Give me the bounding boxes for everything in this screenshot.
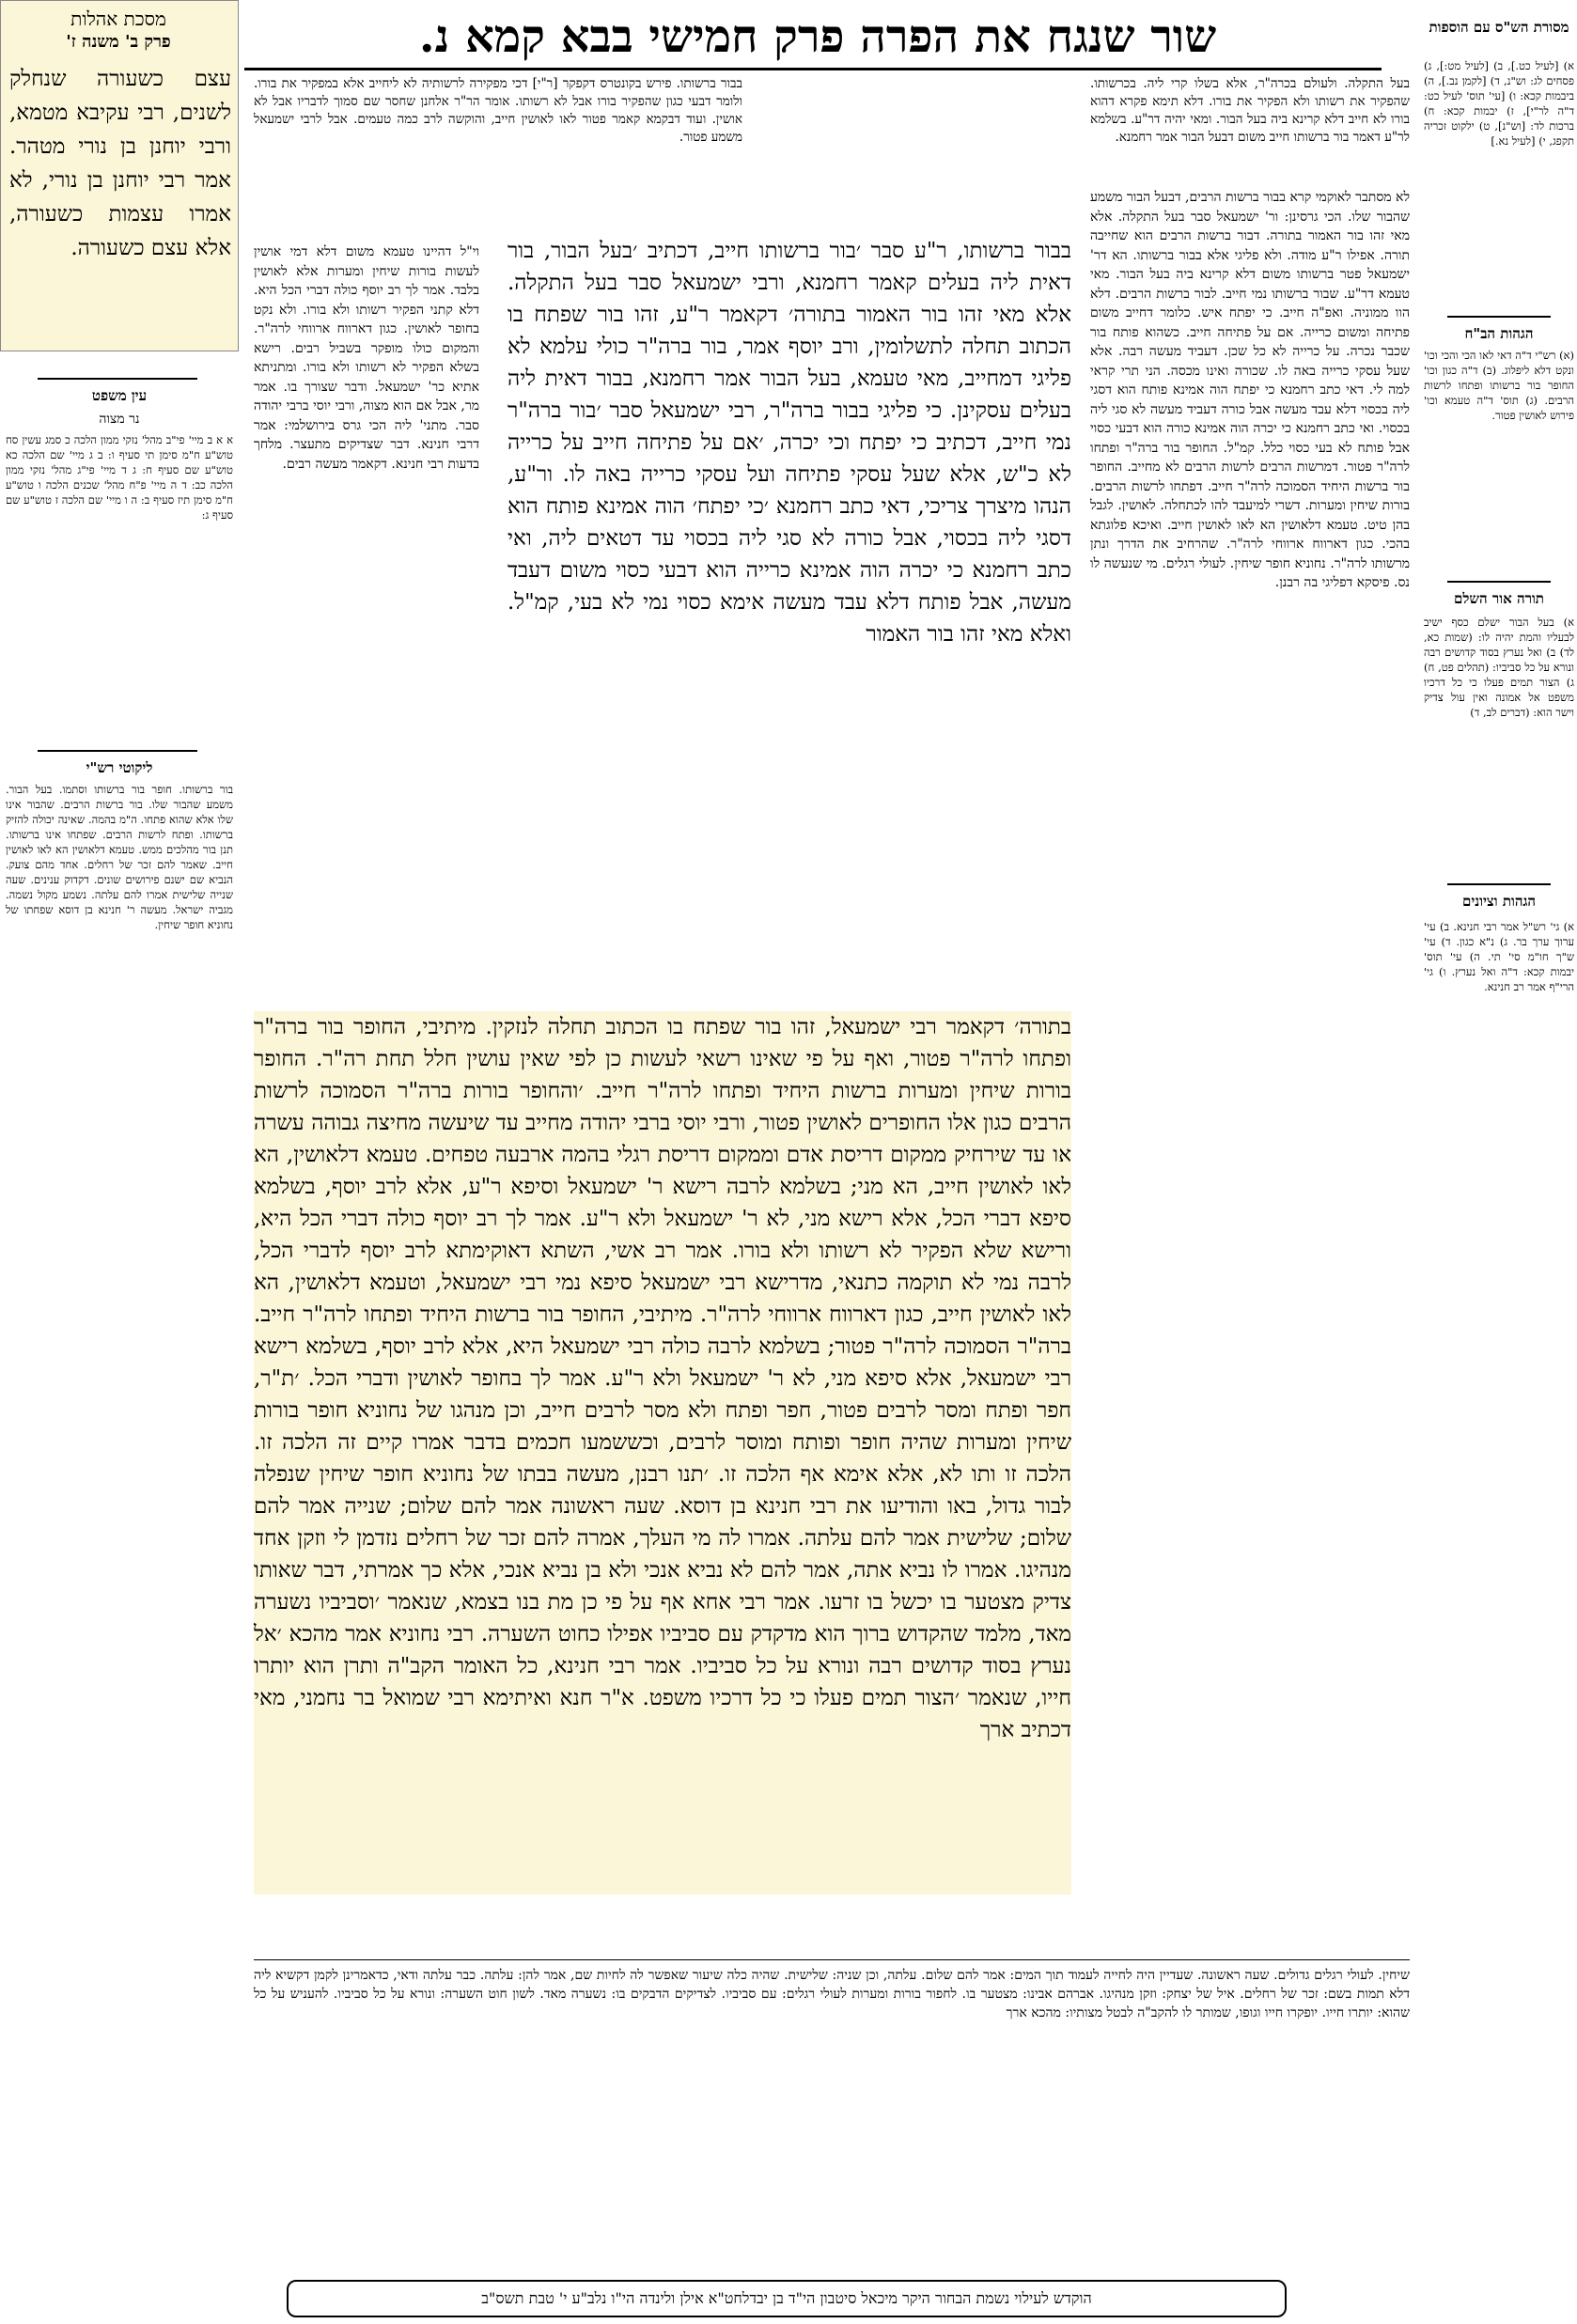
page-header-title: שור שנגח את הפרה פרק חמישי בבא קמא נ. xyxy=(418,10,1217,63)
sidebar-divider xyxy=(1447,581,1551,583)
masechet-title: מסכת אהלות xyxy=(70,8,166,30)
dedication-banner: הוקדש לעילוי נשמת הבחור היקר מיכאל סיטבון הי"ד בן יבדלחט"א אילן ולינדה הי"ו נלב"ע י' טבת תשס"ב xyxy=(287,2280,1287,2317)
torah-or-title: תורה אור השלם xyxy=(1454,590,1544,607)
hagahot-tziyunim-text: א) גי' רש"ל אמר רבי חנינא. ב) עי' ערוך ערך בר. ג) נ"א כגון. ד) עי' ש"ך חו"מ סי' תי. ה) עי' תוס' יבמות קכא: ד"ה ואל נערץ. ו) גי' הרי"ף אמר רב חנינא. xyxy=(1424,920,1574,993)
hagahot-habach-title: הגהות הב"ח xyxy=(1464,325,1534,342)
hagahot-habach-text: (א) רש"י ד"ה דאי לאו הכי והכי וכו' ונקט דלא ליפלוג. (ב) ד"ה כגון וכו' החופר בור ברשותו ופתחו לרשות הרבים. (ג) תוס' ד"ה טעמא וכו' פירוש לאושין פטור. xyxy=(1424,349,1574,422)
masechet-subtitle: פרק ב' משנה ז' xyxy=(66,32,171,52)
mishnah-text: עצם כשעורה שנחלק לשנים, רבי עקיבא מטמא, ורבי יוחנן בן נורי מטהר. אמר רבי יוחנן בן נורי, לא אמרו עצמות כשעורה, אלא עצם כשעורה. xyxy=(9,67,231,260)
likutei-rashi-title: ליקוטי רש"י xyxy=(86,759,153,776)
mesorat-hashas-text: א) [לעיל כט.], ב) [לעיל מט:], ג) פסחים לג: וש"נ, ד) [לקמן נב.], ה) ביבמות קכא: ו) [עי' תוס' לעיל כט: ד"ה לר"י], ז) יבמות קכא: ח) ברכות לד: [וש"נ], ט) ילקוט זכריה תקפג, י) [לעיל נא.] xyxy=(1424,59,1574,148)
hagahot-tziyunim-title: הגהות וציונים xyxy=(1461,893,1537,910)
sidebar-divider xyxy=(1447,316,1551,318)
torah-or-text: א) בעל הבור ישלם כסף ישיב לבעליו והמת יהיה לו: (שמות כא, לד) ב) ואל נערץ בסוד קדושים רבה ונורא על כל סביביו: (תהלים פט, ח) ג) הצור תמים פעלו כי כל דרכיו משפט אל אמונה ואין עול צדיק וישר הוא: (דברים לב, ד) xyxy=(1424,616,1574,719)
rashi-column-text: לא מסתבר לאוקמי קרא בבור ברשות הרבים, דבעל הבור משמע שהבור שלו. הכי גרסינן: ור' ישמעאל סבר בעל התקלה. אלא מאי זהו בור האמור בתורה. דבור ברשות הרבים הוא שחייבה תורה. אפילו ר"ע מודה. ולא פליגי אלא בבור ברשותו. הא דר' ישמעאל פטר ברשותו משום דלא קרינא ביה בעל הבור. מאי טעמא דר"ע. שבור ברשותו נמי חייב. לבור ברשות הרבים. דלא הוו ממוניה. ואפ"ה חייב. כי יפתח איש. כלומר דחייב משום פתיחה ומשום כרייה. אם על פתיחה חייב. כשהוא פותח בור שכבר נכרה. על כרייה לא כל שכן. דעביד מעשה רבה. אלא שעל עסקי כרייה באה לו. שכורה ואינו מכסה. הני תרי קראי למה לי. דאי כתב רחמנא כי יפתח הוה אמינא פותח הוא דסגי ליה בכסוי דלא עבד מעשה אבל כורה דעביד מעשה לא סגי ליה בכסוי. ואי כתב רחמנא כי יכרה הוה אמינא כורה הוא דבעי כסוי אבל פותח לא בעי כסוי כלל. קמ"ל. החופר בור ברה"ר ופתחו לרה"ר פטור. דמרשות הרבים לרשות הרבים לא מחייב. החופר בור ברשות היחיד הסמוכה לרה"ר חייב. דפתחו לרשות הרבים. בורות שיחין ומערות. דשרי למיעבד להו לכתחלה. לאושין. לגבל בהן טיט. טעמא דלאושין הא לאו לאושין חייב. ואיכא פלוגתא בהכי. כגון דארווח ארווחי לרה"ר. שהרחיב את הדרך ונתן מרשותו לרה"ר. נחוניא חופר שיחין. לעולי רגלים. מי שנעשה לו נס. פיסקא דפליגי בה רבנן. xyxy=(1090,190,1410,590)
ein-mishpat-text: א א ב מיי' פי"ב מהל' נזקי ממון הלכה כ סמג עשין סח טוש"ע ח"מ סימן תי סעיף ו: ב ג מיי' שם הלכה כא טוש"ע שם סעיף ח: ג ד מיי' פי"ג מהל' נזקי ממון הלכה כב: ד ה מיי' פ"ח מהל' שכנים הלכה ו טוש"ע ח"מ סימן תיז סעיף ב: ה ו מיי' שם הלכה ז טוש"ע שם סעיף ג: xyxy=(6,433,233,522)
gemara-text-upper: בבור ברשותו, ר"ע סבר ׳בור ברשותו חייב, דכתיב ׳בעל הבור, בור דאית ליה בעלים קאמר רחמנא, ורבי ישמעאל סבר בעל התקלה. אלא מאי זהו בור האמור בתורה׳ דקאמר ר"ע, זהו בור שפתח בו הכתוב תחלה לתשלומין, ורב יוסף אמר, בור ברה"ר כולי עלמא לא פליגי דמחייב, מאי טעמא, בעל הבור אמר רחמנא, בבור דאית ליה בעלים עסקינן. כי פליגי בבור ברה"ר, רבי ישמעאל סבר ׳בור ברה"ר נמי חייב, דכתיב כי יפתח וכי יכרה, ׳אם על פתיחה חייב על כרייה לא כ"ש, אלא שעל עסקי פתיחה ועל עסקי כרייה באה לו. ור"ע, הנהו מיצרך צריכי, דאי כתב רחמנא ׳כי יפתח׳ הוה אמינא פותח הוא דסגי ליה בכסוי, אבל כורה לא סגי ליה בכסוי עד דטאים ליה, ואי כתב רחמנא כי יכרה הוה אמינא כרייה הוא דבעי כסוי משום דעבד מעשה, אבל פותח דלא עבד מעשה אימא כסוי נמי לא בעי, קמ"ל. ואלא מאי זהו בור האמור xyxy=(507,239,1071,647)
ein-mishpat-title: עין משפט xyxy=(91,387,148,404)
rashi-top-text: בעל התקלה. ולעולם בכרה"ר, אלא בשלו קרי ליה. בכרשותו. שהפקיר את רשותו ולא הפקיר את בורו. דלא תימא פקרא דהוא בורו לא חייב דלא קרינא ביה בעל הבור. ומאי יהיה דר"ע. בשלמא לר"ע דאמר בור ברשותו חייב משום דבעל הבור אמר רחמנא. xyxy=(1090,76,1410,145)
bottom-divider xyxy=(254,1959,1410,1960)
gemara-text-lower: בתורה׳ דקאמר רבי ישמעאל, זהו בור שפתח בו הכתוב תחלה לנזקין. מיתיבי, החופר בור ברה"ר ופתחו לרה"ר פטור, ואף על פי שאינו רשאי לעשות כן לפי שאין עושין חלל תחת רה"ר. החופר בורות שיחין ומערות ברשות היחיד ופתחו לרה"ר חייב. ׳והחופר בורות ברה"ר הסמוכה לרשות הרבים כגון אלו החופרים לאושין פטור, ורבי יוסי ברבי יהודה מחייב עד שיעשה מחיצה גבוהה עשרה או עד שירחיק ממקום דריסת אדם וממקום דריסת רגלי בהמה ארבעה טפחים. טעמא דלאושין, הא לאו לאושין חייב, הא מני; בשלמא לרבה רישא ר' ישמעאל וסיפא ר"ע, אלא לרב יוסף, בשלמא סיפא דברי הכל, אלא רישא מני, לא ר' ישמעאל ולא ר"ע. אמר לך רב יוסף כולה דברי הכל היא, ורישא שלא הפקיר לא רשותו ולא בורו. אמר רב אשי, השתא דאוקימתא לרב יוסף לדברי הכל, לרבה נמי לא תוקמה כתנאי, מדרישא רבי ישמעאל סיפא נמי רבי ישמעאל, וטעמא דלאושין, הא לאו לאושין חייב, כגון דארווח ארווחי לרה"ר. מיתיבי, החופר בור ברשות היחיד ופתחו לרה"ר חייב. ברה"ר הסמוכה לרה"ר פטור; בשלמא לרבה כולה רבי ישמעאל היא, אלא לרב יוסף, בשלמא רישא רבי ישמעאל, אלא סיפא מני, לא ר' ישמעאל ולא ר"ע. אמר לך בחופר לאושין ודברי הכל. ׳ת"ר, חפר ופתח ומסר לרבים פטור, חפר ופתח ולא מסר לרבים חייב, וכן מנהגו של נחוניא חופר בורות שיחין ומערות שהיה חופר ופותח ומוסר לרבים, וכששמעו חכמים בדבר אמרו קיים זה הלכה זו. הלכה זו ותו לא, אלא אימא אף הלכה זו. ׳תנו רבנן, מעשה בבתו של נחוניא חופר שיחין שנפלה לבור גדול, באו והודיעו את רבי חנינא בן דוסא. שעה ראשונה אמר להם שלום; שנייה אמר להם שלום; שלישית אמר להם עלתה. אמרו לה מי העלך, אמרה להם זכר של רחלים נזדמן לי וזקן אחד מנהיגו. אמרו לו נביא אתה, אמר להם לא נביא אנכי ולא בן נביא אנכי, אלא כך אמרתי, דבר שאותו צדיק מצטער בו יכשל בו זרעו. אמר רבי אחא אף על פי כן מת בנו בצמא, שנאמר ׳וסביביו נשערה מאד, מלמד שהקדוש ברוך הוא מדקדק עם סביביו אפילו כחוט השערה. רבי נחוניא אמר מהכא ׳אל נערץ בסוד קדושים רבה ונורא על כל סביביו. אמר רבי חנינא, כל האומר הקב"ה ותרן הוא יותרו חייו, שנאמר ׳הצור תמים פעלו כי כל דרכיו משפט. א"ר חנא ואיתימא רבי שמואל בר נחמני, מאי דכתיב ארך xyxy=(254,1011,1071,1895)
likutei-rashi-text: בור ברשותו. חופר בור ברשותו וסתמו. בעל הבור. משמע שהבור שלו. בור ברשות הרבים. שהבור אינו שלו אלא שהוא פתחו. ה"מ בהמה. שאינה יכולה להזיק ברשותו. ופתח לרשות הרבים. שפתחו אינו ברשותו. תנן בור מהלכים ממש. טעמא דלאושין הא לאו לאושין חייב. שאמר להם זכר של רחלים. אחד מהם צועק. הנביא שם ישנם פירושים שונים. דקדוק ענינים. שעה שנייה שלישית אמרו להם עלתה. נשמע מקול נשמה. מגביה ישראל. מעשה ר' חנינא בן דוסא שפחתו של נחוניא חופר שיחין. xyxy=(6,783,233,931)
mesorat-hashas-title: מסורת הש"ס עם הוספות xyxy=(1429,19,1569,36)
tosafot-column-text: וי"ל דהיינו טעמא משום דלא דמי אושין לעשות בורות שיחין ומערות אלא לאושין בלבד. אמר לך רב יוסף כולה דברי הכל היא. דלא קתני הפקיר רשותו ולא בורו. ולא נקט בחופר לאושין. כגון דארווח ארווחי לרה"ר. והמקום כולו מופקר בשביל רבים. רישא בשלא הפקיר לא רשותו ולא בורו. ומתניתא אתיא כר' ישמעאל. ודבר שצורך בו. אמר מר, אבל אם הוא מצוה, ורבי יוסי ברבי יהודה סבר. מתני' ליה הכי גרס בירושלמי: אמר דרבי חנינא. דבר שצדיקים מתעצר. מלחך בדעות רבי חנינא. דקאמר מעשה רבים. xyxy=(254,244,479,472)
rashi-bottom-text: שיחין. לעולי רגלים גדולים. שעה ראשונה. שעדיין היה לחייה לעמוד תוך המים: אמר להם שלום. עלתה, וכן שניה: שלישית. שהיה כלה שיעור שאפשר לה לחיות שם, אמר להן: עלתה. כבר עלתה ודאי, כדאמרינן לקמן דקשיא ליה דלא תמות בשם: זכר של רחלים. איל של יצחק: וזקן מנהיגו. אברהם אבינו: מצטער בו. לחפור בורות ומערות לעולי רגלים: עם סביביו. לצדיקים הדבקים בו: נשערה מאד. לשון חוט השערה: ונורא על כל סביביו. להעניש על כל שהוא: יותרו חייו. יופקרו חייו וגופו, שמותר לו להקב"ה לבטל מצותיו: מהכא ארך xyxy=(254,1968,1410,2020)
tosafot-top-text: בבור ברשותו. פירש בקונטרס דקפקר [ר"י] דכי מפקירה לרשותיה לא ליחייב אלא במפקיר את בורו. ולומר דבעי כגון שהפקיר בורו אבל לא רשותו. אומר הר"ר אלחנן שחסר שם סמוך לדבריו אבל לא אושין. ועוד דבקמא קאמר פטור לאו לאושין חייב, והוקשה לרב כמה טעמים. אבל לרבי ישמעאל משמע פטור. xyxy=(254,76,742,145)
sidebar-divider xyxy=(38,750,197,752)
ein-mishpat-subtitle: נר מצוה xyxy=(99,412,140,427)
sidebar-divider xyxy=(38,378,197,380)
header-divider xyxy=(244,68,1382,70)
sidebar-divider xyxy=(1447,883,1551,885)
